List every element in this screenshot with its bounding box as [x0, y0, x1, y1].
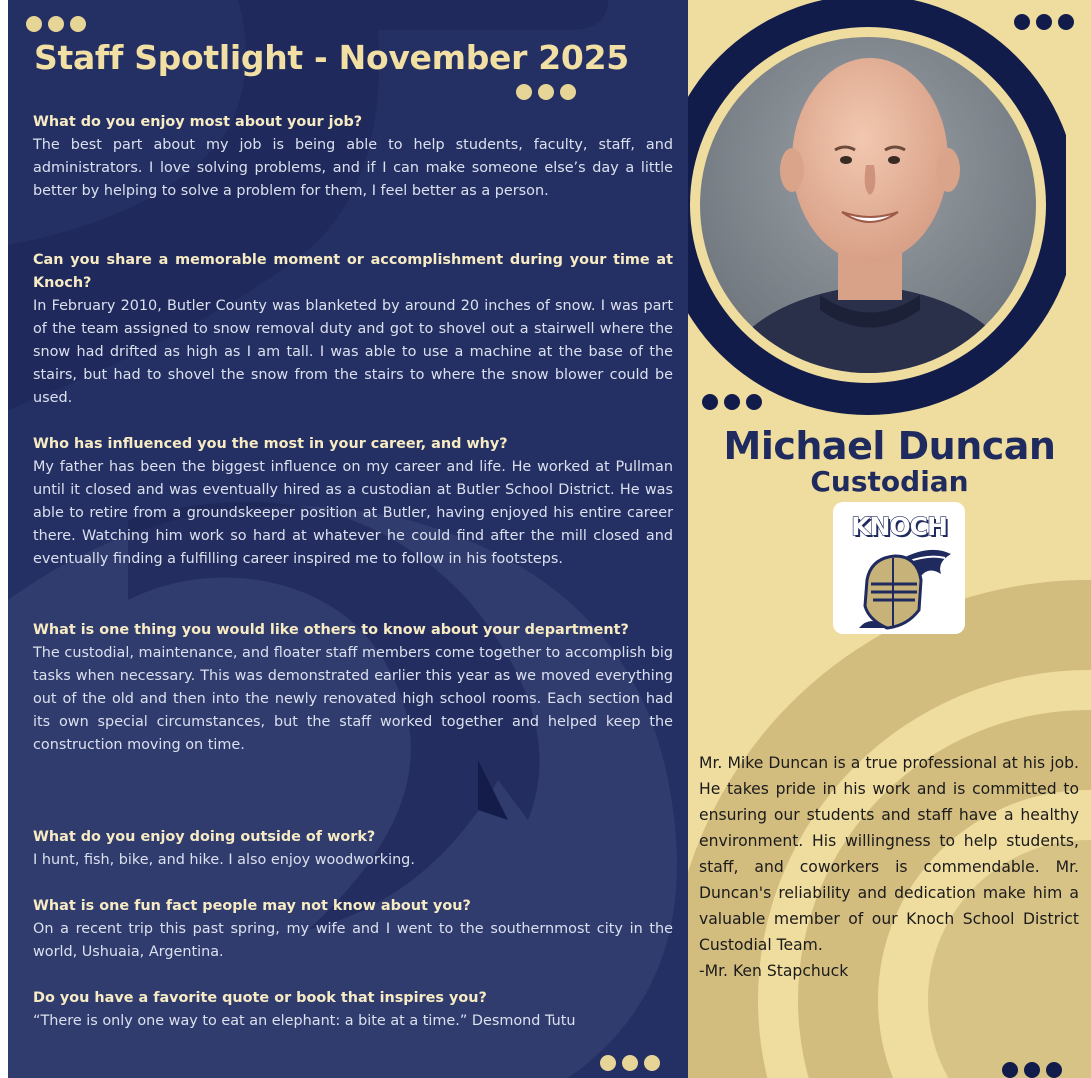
question: Can you share a memorable moment or accomplishment during your time at Knoch? [33, 252, 673, 291]
left-panel [8, 0, 688, 1078]
question: What do you enjoy most about your job? [33, 114, 363, 130]
answer: The custodial, maintenance, and floater staff members come together to accomplish big tasks when necessary. This was demonstrated earlier this year as we moved everything out of the old and then into the newly renovated high school rooms. Each section had its own special circumstances, but the staff worked together and helped keep the construction moving on time. [33, 645, 673, 753]
qa-item [33, 111, 673, 203]
question: What is one fun fact people may not know about you? [33, 898, 471, 914]
question: What is one thing you would like others to know about your department? [33, 622, 629, 638]
staff-role: Custodian [810, 465, 969, 498]
right-panel [688, 0, 1091, 1078]
tribute-text: Mr. Mike Duncan is a true professional at his job. He takes pride in his work and is committed to ensuring our students and staff have a healthy environment. His willingness to help students, staff, and coworkers is commendable. Mr. Duncan's reliability and dedication make him a valuable member of our Knoch School District Custodial Team. [699, 754, 1079, 954]
decor-dots-bottom-left [600, 1055, 660, 1071]
answer: “There is only one way to eat an elephant: a bite at a time.” Desmond Tutu [33, 1013, 576, 1029]
answer: In February 2010, Butler County was blanketed by around 20 inches of snow. I was part of the team assigned to snow removal duty and got to shovel out a stairwell where the snow had drifted as high as I am tall. I was able to use a machine at the base of the stairs, but had to shovel the snow from the stairs to where the snow blower could be used. [33, 298, 673, 406]
decor-dots-bottom-right [1002, 1062, 1062, 1078]
knight-helmet-icon [841, 540, 957, 632]
page-title: Staff Spotlight - November 2025 [34, 38, 629, 77]
portrait-photo [688, 0, 1066, 420]
qa-item [33, 826, 673, 872]
qa-item [33, 249, 673, 410]
answer: My father has been the biggest influence on my career and life. He worked at Pullman until it closed and was eventually hired as a custodian at Butler School District. He was able to retire from a groundskeeper position at Butler, having enjoyed his entire career there. Watching him work so hard at whatever he could find after the mill closed and eventually finding a fulfilling career inspired me to follow in his footsteps. [33, 459, 673, 567]
question: Do you have a favorite quote or book that inspires you? [33, 990, 487, 1006]
decor-dots-top-left [26, 16, 86, 32]
answer: On a recent trip this past spring, my wife and I went to the southernmost city in the world, Ushuaia, Argentina. [33, 921, 673, 960]
tribute-signature: -Mr. Ken Stapchuck [699, 962, 849, 980]
decor-dots-top-right [1014, 14, 1074, 30]
qa-item [33, 433, 673, 571]
school-logo [833, 502, 965, 634]
question: Who has influenced you the most in your career, and why? [33, 436, 508, 452]
question: What do you enjoy doing outside of work? [33, 829, 376, 845]
decor-dots-title [516, 84, 576, 100]
qa-item [33, 619, 673, 757]
answer: I hunt, fish, bike, and hike. I also enjoy woodworking. [33, 852, 415, 868]
tribute-quote [699, 750, 1079, 984]
qa-item [33, 895, 673, 964]
answer: The best part about my job is being able to help students, faculty, staff, and administrators. I love solving problems, and if I can make someone else’s day a little better by helping to solve a problem for them, I feel better as a person. [33, 137, 673, 199]
staff-name: Michael Duncan [723, 424, 1056, 468]
qa-item [33, 987, 673, 1033]
decor-dots-photo [702, 394, 762, 410]
logo-wordmark: KNOCH [851, 512, 947, 541]
